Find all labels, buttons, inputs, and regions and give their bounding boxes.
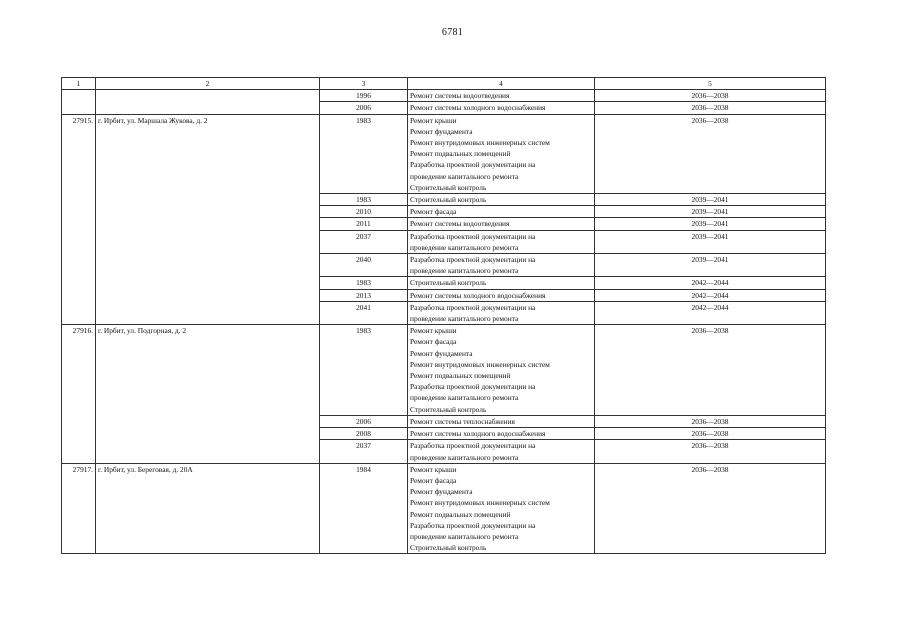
planned-period: 2036—2038 bbox=[595, 102, 826, 114]
work-item: проведение капитального ремонта bbox=[410, 452, 519, 462]
planned-period: 2042—2044 bbox=[595, 289, 826, 301]
planned-period: 2039—2041 bbox=[595, 254, 826, 277]
work-types bbox=[408, 325, 595, 416]
commission-year: 1984 bbox=[320, 463, 408, 554]
header-cell-4: 4 bbox=[408, 78, 595, 90]
work-item: проведение капитального ремонта bbox=[410, 242, 519, 252]
work-types bbox=[408, 289, 595, 301]
work-item: Ремонт фасада bbox=[410, 475, 457, 485]
planned-period: 2036—2038 bbox=[595, 428, 826, 440]
work-types bbox=[408, 230, 595, 253]
work-item: Ремонт системы водоотведения bbox=[410, 91, 510, 101]
work-item: Ремонт системы теплоснабжения bbox=[410, 416, 515, 426]
work-types bbox=[408, 463, 595, 554]
header-cell-3: 3 bbox=[320, 78, 408, 90]
work-item: Ремонт крыши bbox=[410, 464, 457, 474]
header-row bbox=[62, 78, 826, 90]
header-cell-1: 1 bbox=[62, 78, 96, 90]
commission-year: 2037 bbox=[320, 230, 408, 253]
object-number: 27917. bbox=[62, 463, 96, 554]
commission-year: 2013 bbox=[320, 289, 408, 301]
commission-year: 2006 bbox=[320, 102, 408, 114]
planned-period: 2039—2041 bbox=[595, 194, 826, 206]
work-item: Ремонт системы холодного водоснабжения bbox=[410, 429, 546, 439]
commission-year: 2040 bbox=[320, 254, 408, 277]
object-address: г. Ирбит, ул. Береговая, д. 20А bbox=[96, 463, 320, 554]
commission-year: 2008 bbox=[320, 428, 408, 440]
planned-period: 2036—2038 bbox=[595, 415, 826, 427]
work-types bbox=[408, 218, 595, 230]
table-row bbox=[62, 325, 826, 416]
work-item: проведение капитального ремонта bbox=[410, 266, 519, 276]
commission-year: 1983 bbox=[320, 277, 408, 289]
table-row bbox=[62, 114, 826, 193]
work-types bbox=[408, 428, 595, 440]
work-item: Ремонт фундамента bbox=[410, 487, 473, 497]
work-item: Ремонт системы водоотведения bbox=[410, 219, 510, 229]
header-cell-5: 5 bbox=[595, 78, 826, 90]
work-types bbox=[408, 114, 595, 193]
object-address bbox=[96, 90, 320, 114]
planned-period: 2036—2038 bbox=[595, 440, 826, 463]
work-item: Ремонт внутридомовых инженерных систем bbox=[410, 359, 550, 369]
work-item: Ремонт внутридомовых инженерных систем bbox=[410, 498, 550, 508]
planned-period: 2039—2041 bbox=[595, 206, 826, 218]
table-body bbox=[62, 78, 826, 554]
work-item: Разработка проектной документации на bbox=[410, 520, 536, 530]
header-cell-2: 2 bbox=[96, 78, 320, 90]
commission-year: 1983 bbox=[320, 194, 408, 206]
repair-schedule-table bbox=[61, 77, 826, 554]
work-types bbox=[408, 254, 595, 277]
work-item: проведение капитального ремонта bbox=[410, 531, 519, 541]
work-types bbox=[408, 102, 595, 114]
work-item: Разработка проектной документации на bbox=[410, 302, 536, 312]
work-types bbox=[408, 440, 595, 463]
work-item: Ремонт системы холодного водоснабжения bbox=[410, 290, 546, 300]
object-number bbox=[62, 90, 96, 114]
table-row bbox=[62, 90, 826, 102]
commission-year: 2010 bbox=[320, 206, 408, 218]
work-item: Разработка проектной документации на bbox=[410, 231, 536, 241]
work-item: Строительный контроль bbox=[410, 195, 487, 205]
object-number: 27915. bbox=[62, 114, 96, 325]
work-item: Строительный контроль bbox=[410, 182, 487, 192]
work-item: Ремонт фундамента bbox=[410, 126, 473, 136]
work-item: Строительный контроль bbox=[410, 278, 487, 288]
work-types bbox=[408, 415, 595, 427]
object-number: 27916. bbox=[62, 325, 96, 463]
work-item: проведение капитального ремонта bbox=[410, 171, 519, 181]
work-item: Ремонт фасада bbox=[410, 337, 457, 347]
planned-period: 2039—2041 bbox=[595, 218, 826, 230]
work-types bbox=[408, 206, 595, 218]
planned-period: 2036—2038 bbox=[595, 90, 826, 102]
planned-period: 2042—2044 bbox=[595, 301, 826, 324]
work-item: Ремонт внутридомовых инженерных систем bbox=[410, 138, 550, 148]
object-address: г. Ирбит, ул. Маршала Жукова, д. 2 bbox=[96, 114, 320, 325]
planned-period: 2039—2041 bbox=[595, 230, 826, 253]
work-item: Разработка проектной документации на bbox=[410, 441, 536, 451]
work-item: Ремонт подвальных помещений bbox=[410, 149, 511, 159]
work-types bbox=[408, 90, 595, 102]
planned-period: 2042—2044 bbox=[595, 277, 826, 289]
commission-year: 1983 bbox=[320, 114, 408, 193]
work-item: Разработка проектной документации на bbox=[410, 382, 536, 392]
work-item: Ремонт крыши bbox=[410, 326, 457, 336]
work-item: проведение капитального ремонта bbox=[410, 314, 519, 324]
work-item: Строительный контроль bbox=[410, 543, 487, 553]
work-item: Ремонт подвальных помещений bbox=[410, 371, 511, 381]
work-types bbox=[408, 277, 595, 289]
work-item: Ремонт крыши bbox=[410, 115, 457, 125]
work-item: Строительный контроль bbox=[410, 404, 487, 414]
planned-period: 2036—2038 bbox=[595, 463, 826, 554]
commission-year: 2011 bbox=[320, 218, 408, 230]
commission-year: 2037 bbox=[320, 440, 408, 463]
commission-year: 1996 bbox=[320, 90, 408, 102]
planned-period: 2036—2038 bbox=[595, 325, 826, 416]
table-row bbox=[62, 463, 826, 554]
object-address: г. Ирбит, ул. Подгорная, д. 2 bbox=[96, 325, 320, 463]
page-number: 6781 bbox=[441, 27, 464, 38]
planned-period: 2036—2038 bbox=[595, 114, 826, 193]
work-item: Ремонт фундамента bbox=[410, 348, 473, 358]
work-item: Ремонт системы холодного водоснабжения bbox=[410, 103, 546, 113]
commission-year: 2006 bbox=[320, 415, 408, 427]
work-types bbox=[408, 194, 595, 206]
work-item: Ремонт фасада bbox=[410, 207, 457, 217]
commission-year: 2041 bbox=[320, 301, 408, 324]
work-item: проведение капитального ремонта bbox=[410, 393, 519, 403]
commission-year: 1983 bbox=[320, 325, 408, 416]
work-item: Разработка проектной документации на bbox=[410, 255, 536, 265]
work-types bbox=[408, 301, 595, 324]
work-item: Разработка проектной документации на bbox=[410, 160, 536, 170]
work-item: Ремонт подвальных помещений bbox=[410, 509, 511, 519]
